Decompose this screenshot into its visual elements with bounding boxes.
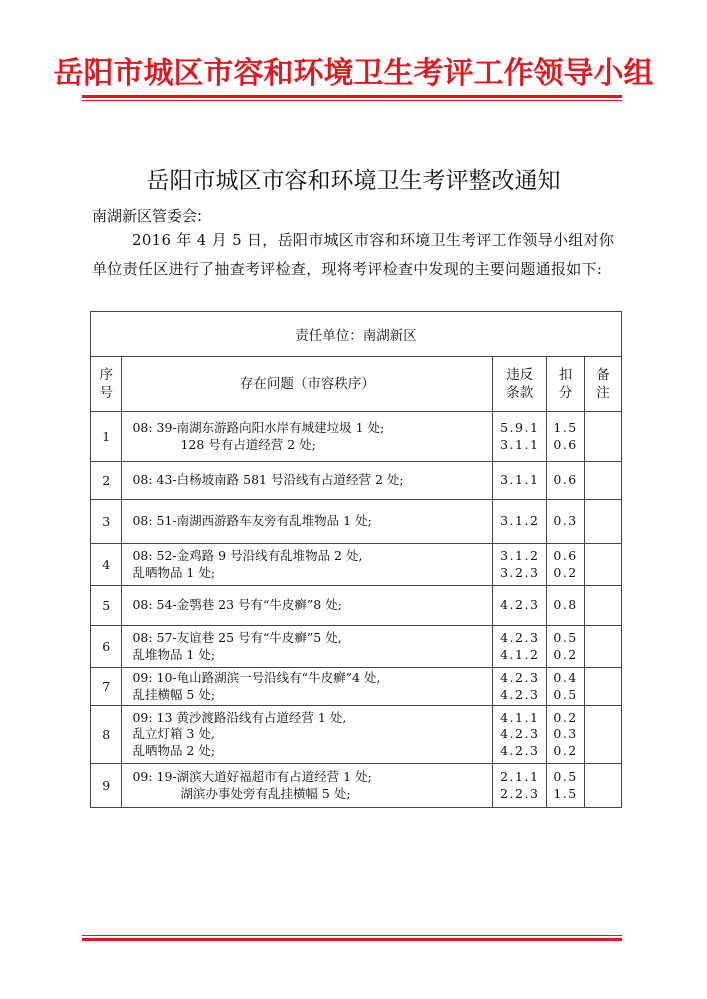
clause-value: 3.1.1: [500, 472, 540, 488]
clause-value: 4.2.3: [500, 686, 540, 702]
issue-line: 09: 10-龟山路湖滨一号沿线有“牛皮癣”4 处,: [132, 670, 381, 685]
clause-cell: [493, 626, 547, 668]
issue-line: 128 号有占道经营 2 处;: [180, 436, 316, 452]
issue-cell: [122, 500, 493, 544]
clause-value: 2.2.3: [500, 785, 540, 801]
clause-value: 2.1.1: [500, 769, 540, 784]
row-number: 9: [91, 764, 122, 808]
footer-rule-thick: [82, 938, 622, 941]
note-cell: [585, 706, 622, 764]
issue-line: 乱堆物品 1 处;: [132, 646, 216, 662]
clause-value: 3.2.3: [500, 564, 540, 580]
issue-line: 08: 51-南湖西游路车友旁有乱堆物品 1 处;: [132, 513, 372, 529]
table-row: [91, 586, 622, 626]
deduction-value: 0.2: [553, 646, 578, 662]
header-clause: 违反 条款: [493, 357, 547, 412]
header-row: [91, 357, 622, 412]
issue-line: 08: 57-友谊巷 25 号有“牛皮癣”5 处,: [132, 630, 342, 645]
issue-line: 09: 19-湖滨大道好福超市有占道经营 1 处;: [132, 769, 372, 784]
note-cell: [585, 626, 622, 668]
clause-value: 3.1.1: [500, 436, 540, 452]
deduction-value: 0.6: [553, 436, 578, 452]
issue-cell: [122, 668, 493, 706]
row-number: 1: [91, 412, 122, 462]
row-number: 3: [91, 500, 122, 544]
deduction-cell: [547, 462, 585, 500]
inspection-table: [90, 311, 622, 808]
header-issue: 存在问题（市容秩序）: [122, 357, 493, 412]
intro-paragraph: 2016 年 4 月 5 日，岳阳市城区市容和环境卫生考评工作领导小组对你单位责任区进行了抽查考评检查，现将考评检查中发现的主要问题通报如下:: [92, 231, 615, 278]
issue-line: 08: 52-金鸡路 9 号沿线有乱堆物品 2 处,: [132, 548, 363, 563]
issue-line: 08: 39-南湖东游路向阳水岸有城建垃圾 1 处;: [132, 420, 385, 435]
note-cell: [585, 544, 622, 586]
table-row: [91, 764, 622, 808]
table-row: [91, 668, 622, 706]
footer-rule-thin: [82, 935, 622, 936]
issue-line: 08: 43-白杨坡南路 581 号沿线有占道经营 2 处;: [132, 472, 404, 488]
deduction-value: 0.3: [553, 513, 578, 529]
clause-value: 5.9.1: [500, 420, 540, 435]
deduction-value: 0.6: [553, 472, 578, 488]
deduction-value: 1.5: [553, 785, 578, 801]
deduction-value: 0.5: [553, 686, 578, 702]
deduction-cell: [547, 500, 585, 544]
deduction-cell: [547, 412, 585, 462]
issue-cell: [122, 544, 493, 586]
clause-cell: [493, 462, 547, 500]
clause-value: 4.2.3: [500, 670, 540, 685]
row-number: 7: [91, 668, 122, 706]
row-number: 8: [91, 706, 122, 764]
note-cell: [585, 462, 622, 500]
header-no: 序 号: [91, 357, 122, 412]
responsible-unit: 责任单位：南湖新区: [91, 312, 622, 357]
deduction-value: 0.2: [553, 709, 578, 725]
deduction-value: 0.5: [553, 630, 578, 645]
issue-line: 乱晒物品 1 处;: [132, 564, 216, 580]
row-number: 6: [91, 626, 122, 668]
issue-line: 乱立灯箱 3 处,: [132, 726, 215, 742]
issue-cell: [122, 412, 493, 462]
clause-cell: [493, 764, 547, 808]
note-cell: [585, 668, 622, 706]
letterhead-title: 岳阳市城区市容和环境卫生考评工作领导小组: [53, 56, 654, 91]
clause-value: 3.1.2: [500, 548, 540, 563]
clause-cell: [493, 586, 547, 626]
table-row: [91, 462, 622, 500]
issue-cell: [122, 586, 493, 626]
row-number: 2: [91, 462, 122, 500]
clause-cell: [493, 412, 547, 462]
deduction-value: 0.2: [553, 742, 578, 758]
document-title: 岳阳市城区市容和环境卫生考评整改通知: [146, 168, 561, 194]
deduction-cell: [547, 544, 585, 586]
issue-line: 乱挂横幅 5 处;: [132, 686, 216, 702]
recipient: 南湖新区管委会:: [92, 207, 203, 225]
issue-cell: [122, 706, 493, 764]
clause-value: 4.2.3: [500, 742, 540, 758]
table-row: [91, 706, 622, 764]
issue-cell: [122, 626, 493, 668]
deduction-value: 0.4: [553, 670, 578, 685]
deduction-value: 0.3: [553, 726, 578, 742]
clause-cell: [493, 668, 547, 706]
note-cell: [585, 764, 622, 808]
note-cell: [585, 500, 622, 544]
table-row: [91, 500, 622, 544]
header-rule-thin: [82, 100, 622, 101]
deduction-cell: [547, 586, 585, 626]
unit-row: [91, 312, 622, 357]
issue-cell: [122, 462, 493, 500]
header-deduction: 扣 分: [547, 357, 585, 412]
deduction-value: 0.5: [553, 769, 578, 784]
issue-cell: [122, 764, 493, 808]
clause-cell: [493, 706, 547, 764]
clause-value: 4.2.3: [500, 597, 540, 613]
note-cell: [585, 586, 622, 626]
clause-value: 4.1.1: [500, 709, 540, 725]
row-number: 5: [91, 586, 122, 626]
deduction-value: 0.8: [553, 597, 578, 613]
row-number: 4: [91, 544, 122, 586]
issue-line: 乱晒物品 2 处;: [132, 742, 216, 758]
deduction-cell: [547, 706, 585, 764]
deduction-value: 0.2: [553, 564, 578, 580]
clause-cell: [493, 544, 547, 586]
clause-cell: [493, 500, 547, 544]
header-note: 备 注: [585, 357, 622, 412]
deduction-cell: [547, 626, 585, 668]
table-row: [91, 626, 622, 668]
issue-line: 09: 13 黄沙渡路沿线有占道经营 1 处,: [132, 709, 347, 725]
header-rule-thick: [82, 95, 622, 98]
table-row: [91, 544, 622, 586]
clause-value: 4.2.3: [500, 726, 540, 742]
clause-value: 3.1.2: [500, 513, 540, 529]
clause-value: 4.2.3: [500, 630, 540, 645]
deduction-cell: [547, 764, 585, 808]
deduction-value: 1.5: [553, 420, 578, 435]
issue-line: 湖滨办事处旁有乱挂横幅 5 处;: [180, 785, 351, 801]
issue-line: 08: 54-金鹗巷 23 号有“牛皮癣”8 处;: [132, 597, 342, 613]
deduction-cell: [547, 668, 585, 706]
clause-value: 4.1.2: [500, 646, 540, 662]
note-cell: [585, 412, 622, 462]
table-row: [91, 412, 622, 462]
deduction-value: 0.6: [553, 548, 578, 563]
